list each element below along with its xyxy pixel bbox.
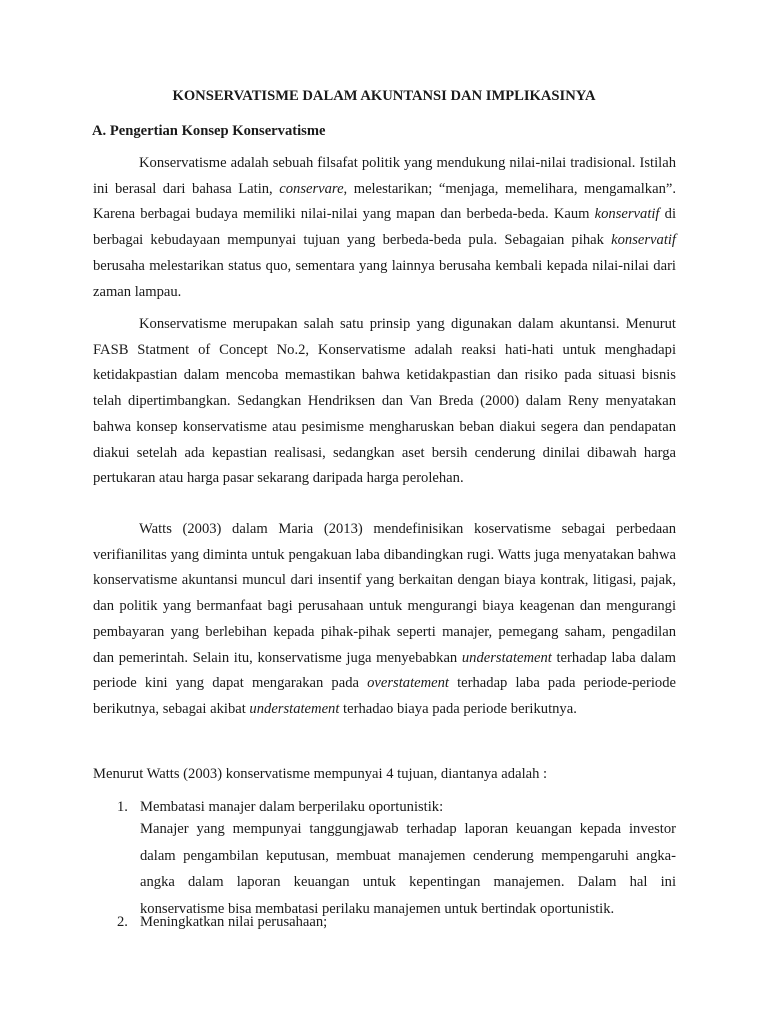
paragraph-3-text-4: terhadao biaya pada periode berikutnya. bbox=[339, 700, 577, 717]
list-item-2-number: 2. bbox=[117, 914, 128, 930]
paragraph-2 bbox=[93, 312, 676, 492]
list-intro: Menurut Watts (2003) konservatisme mempunyai 4 tujuan, diantanya adalah : bbox=[93, 766, 548, 782]
document-title: KONSERVATISME DALAM AKUNTANSI DAN IMPLIKASINYA bbox=[172, 88, 596, 104]
list-item-1-number: 1. bbox=[117, 799, 128, 815]
paragraph-1-lead: Konservatisme adalah sebuah filsafat politik yang mendukung nilai-nilai tradisional. Istilah ini berasal dari bahasa Latin, bbox=[93, 155, 676, 197]
term-konservatif-1: konservatif bbox=[594, 206, 660, 223]
term-understatement-1: understatement bbox=[461, 649, 552, 666]
paragraph-1 bbox=[93, 151, 676, 305]
term-understatement-2: understatement bbox=[249, 700, 340, 717]
term-konservatif-2: konservatif bbox=[611, 232, 676, 249]
paragraph-3-text-2: terhadap laba dalam periode kini yang dapat mengarakan pada bbox=[93, 649, 676, 692]
term-overstatement: overstatement bbox=[367, 675, 449, 692]
section-heading: A. Pengertian Konsep Konservatisme bbox=[92, 123, 326, 139]
list-item-2-heading: Meningkatkan nilai perusahaan; bbox=[140, 914, 328, 930]
paragraph-3-text-3: terhadap laba pada periode-periode berikutnya, sebagai akibat bbox=[93, 675, 676, 717]
paragraph-3-lead: Watts (2003) dalam Maria (2013) mendefinisikan koservatisme sebagai perbedaan verifianilitas yang diminta untuk pengakuan laba dibandingkan rugi. Watts juga menyatakan bahwa konservatisme akuntansi muncul dari insentif yang berkaitan dengan biaya kontrak, litigasi, pajak, dan politik yang bermanfaat bagi perusahaan untuk mengurangi biaya keagenan dan mengurangi pembayaran yang berlebihan kepada pihak-pihak seperti manajer, pemegang saham, pengadilan dan pemerintah. Selain itu, konservatisme juga menyebabkan bbox=[93, 521, 676, 666]
term-conservare: conservare bbox=[279, 180, 344, 197]
paragraph-2-text: Konservatisme merupakan salah satu prinsip yang digunakan dalam akuntansi. Menurut FASB Statment of Concept No.2, Konservatisme adalah reaksi hati-hati untuk menghadapi ketidakpastian dalam mencoba memastikan bahwa ketidakpastian dan risiko pada situasi bisnis telah dipertimbangkan. Sedangkan Hendriksen dan Van Breda (2000) dalam Reny menyatakan bahwa konsep konservatisme atau pesimisme mengharuskan beban diakui segera dan pendapatan diakui setelah ada kepastian realisasi, sedangkan aset bersih cenderung dinilai dibawah harga pertukaran atau harga pasar sekarang daripada harga perolehan. bbox=[93, 316, 676, 487]
paragraph-1-text-3: di berbagai kebudayaan mempunyai tujuan yang berbeda-beda pula. Sebagaian pihak bbox=[93, 206, 676, 249]
paragraph-1-text-4: berusaha melestarikan status quo, sementara yang lainnya berusaha kembali kepada nilai-nilai dari zaman lampau. bbox=[93, 257, 676, 300]
list-item-1-heading: Membatasi manajer dalam berperilaku oportunistik: bbox=[140, 799, 444, 815]
paragraph-3 bbox=[93, 517, 676, 723]
paragraph-1-text-2: , melestarikan; “menjaga, memelihara, mengamalkan”. Karena berbagai budaya memiliki nilai-nilai yang mapan dan berbeda-beda. Kaum bbox=[93, 180, 677, 223]
list-item-1-body: Manajer yang mempunyai tanggungjawab terhadap laporan keuangan kepada investor dalam pengambilan keputusan, membuat manajemen cenderung mempengaruhi angka-angka dalam laporan keuangan untuk kepentingan manajemen. Dalam hal ini konservatisme bisa membatasi perilaku manajemen untuk bertindak oportunistik. bbox=[140, 821, 676, 917]
